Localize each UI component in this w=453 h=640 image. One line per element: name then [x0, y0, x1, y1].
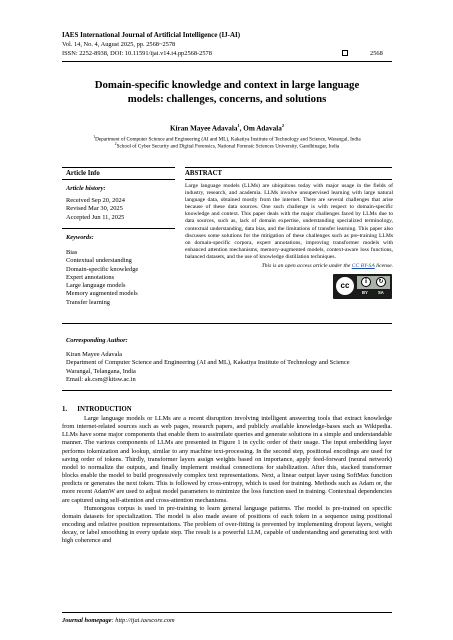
license-note: [185, 263, 393, 269]
corresponding-heading: Corresponding Author:: [66, 337, 128, 344]
cc-by-label: BY: [362, 290, 368, 295]
corresponding-email: Email: ak.csm@kitsw.ac.in: [66, 375, 136, 383]
keyword-item: Bias: [66, 249, 78, 256]
author-separator: ,: [239, 124, 244, 133]
cc-license-badge-icon[interactable]: [333, 274, 392, 299]
revised-date: Revised Mar 30, 2025: [66, 205, 123, 213]
abstract-heading: ABSTRACT: [185, 170, 223, 177]
keyword-item: Domain-specific knowledge: [66, 265, 139, 273]
author-1-sup: 1: [237, 123, 240, 128]
corresponding-details: [66, 351, 392, 384]
accepted-date: Accepted Jun 11, 2025: [66, 213, 125, 221]
volume-info: Vol. 14, No. 4, August 2025, pp. 2568~2578: [62, 41, 176, 48]
abstract-bottom-rule: [62, 323, 392, 324]
info-top-rule: [62, 167, 175, 168]
introduction-body: [62, 415, 392, 546]
homepage-url[interactable]: : http://ijai.iaescore.com: [111, 617, 175, 624]
affiliation-1-text: Department of Computer Science and Engineering (AI and ML), Kakatiya Institute of Technology and Science, Warangal, India: [95, 136, 361, 143]
journal-name: IAES International Journal of Artificial Intelligence (IJ-AI): [62, 31, 241, 39]
affiliation-1-sup: 1: [93, 135, 96, 139]
corresponding-city: Warangal, Telangana, India: [66, 367, 136, 375]
cc-sa-label: SA: [378, 290, 384, 295]
corresponding-rule: [62, 390, 392, 391]
abstract-top-rule: [185, 167, 392, 168]
attribution-icon: i: [361, 277, 371, 287]
issn-doi: ISSN: 2252-8938, DOI: 10.11591/ijai.v14.i4.pp2568-2578: [62, 50, 212, 57]
article-history: [66, 197, 125, 222]
title-line-2: models: challenges, concerns, and solutions: [127, 92, 327, 105]
received-date: Received Sep 20, 2024: [66, 197, 125, 204]
header-rule: [62, 61, 392, 62]
page-box-icon: [342, 50, 348, 56]
article-info-heading: Article Info: [66, 170, 100, 177]
corresponding-name: Kiran Mayee Adavala: [66, 351, 123, 358]
affiliation-2-sup: 2: [114, 142, 117, 146]
keywords-heading: Keywords:: [66, 234, 94, 241]
title-line-1: Domain-specific knowledge and context in large language: [94, 79, 360, 91]
author-1: Kiran Mayee Adavala: [169, 124, 238, 133]
keyword-item: Contextual understanding: [66, 257, 132, 265]
paragraph: Large language models or LLMs are a recent disruption involving intelligent answering tools that extract knowledge from internet-related sources such as web pages, research papers, and publicly available knowledge-bases such as Wikipedia. LLMs have some major components that enable them to assimilate queries and generate solutions in a simple and understandable manner. The various components of LLMs are presented in Figure 1 in cyclic order of their usage. The input embedding layer performs tokenization and lookup, similar to any machine text-processing. In the second step, positional encodings are used for saving order of tokens. Thirdly, transformer layers assign weights based on importance, apply feed-forward (neural network) model to normalize the outputs, and finally implement residual connections for stabilization. After this, stacked transformer blocks enable the model to build progressively complex text representations. Next, a linear output layer using SoftMax function predicts or generates the next token. This is followed by cross-entropy, which is used for training. Methods such as Adam or, the more recent AdamW are used to adjust model parameters to minimize the loss function used in training. Contextual dependencies are captured using self-attention and cross-attention mechanisms.: [62, 415, 392, 504]
keyword-item: Transfer learning: [66, 298, 110, 306]
cc-logo-icon: cc: [335, 276, 355, 296]
authors: [62, 123, 392, 132]
history-rule: [62, 228, 175, 229]
section-heading: 1. INTRODUCTION: [62, 406, 132, 413]
license-prefix: This is an open access article under the: [261, 263, 352, 269]
homepage-label: Journal homepage: [62, 617, 112, 624]
journal-homepage: [62, 617, 175, 624]
info-header-rule: [62, 179, 175, 180]
page-number: 2568: [370, 49, 383, 57]
affiliation-2-text: School of Cyber Security and Digital Forensics, National Forensic Sciences University, Gandhinagar, India: [116, 143, 340, 150]
cc-by-sa-link[interactable]: CC BY-SA: [351, 263, 375, 269]
keywords-list: [66, 249, 138, 307]
keyword-item: Memory augmented models: [66, 290, 138, 298]
article-history-heading: Article history:: [66, 185, 106, 192]
paragraph: Humongous corpus is used in pre-training to learn general language patterns. The model is pre-trained on specific domain datasets for specialization. The model is also made aware of positions of each token in a sequence using positional encoding and relative position representations. The problem of over-fitting is prevented by implementing dropout layers, weight decay, or label smoothing in every update step. The result is a powerful LLM, capable of understanding and generating text with high coherence and: [62, 504, 392, 545]
author-2-sup: 2: [281, 123, 285, 128]
affiliation-2: [62, 142, 392, 150]
corresponding-dept: Department of Computer Science and Engineering (AI and ML), Kakatiya Institute of Technology and Science: [66, 359, 350, 367]
keyword-item: Large language models: [66, 282, 126, 290]
keyword-item: Expert annotations: [66, 273, 115, 281]
abstract-header-rule: [185, 179, 392, 180]
license-suffix: license.: [374, 263, 393, 269]
share-alike-icon: ↻: [376, 277, 386, 287]
author-2: Om Adavala: [243, 124, 282, 133]
paper-title: [62, 79, 392, 106]
abstract-text: Large language models (LLMs) are ubiquitous today with major usage in the fields of industry, research, and academia. LLMs involve unsupervised learning with large natural language data, obtained mostly from the internet. There are several challenges that arise because of these data sources. One such challenge is with respect to domain-specific knowledge and context. This paper deals with the major challenges faced by LLMs due to data sources, such as, lack of domain expertise, understanding specialized terminology, contextual understanding, data bias, and the limitations of transfer learning. This paper also discusses some solutions for the mitigation of these challenges such as pre-training LLMs on domain-specific corpora, expert annotations, improving transformer models with enhanced attention mechanisms, memory-augmented models, context-aware loss functions, balanced datasets, and the use of knowledge distillation techniques.: [185, 183, 393, 260]
footer-rule: [62, 612, 392, 613]
